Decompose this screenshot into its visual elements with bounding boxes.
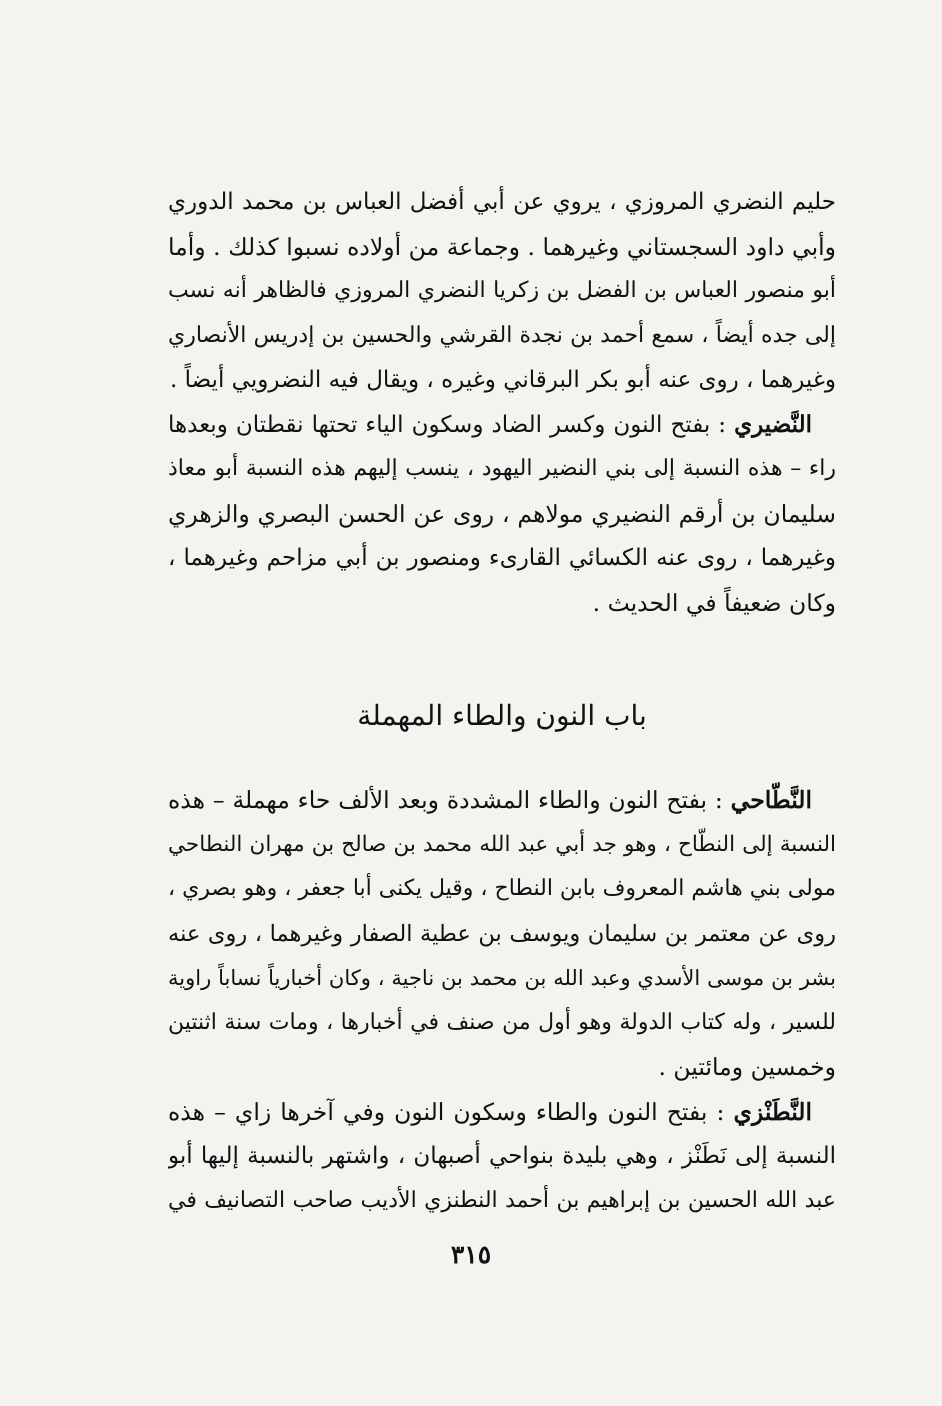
text-line: راء – هذه النسبة إلى بني النضير اليهود ، ينسب إليهم هذه النسبة أبو معاذ <box>168 456 836 481</box>
text-block-bottom <box>168 778 836 1223</box>
text-line: وكان ضعيفاً في الحديث . <box>592 588 836 617</box>
text-line: سليمان بن أرقم النضيري مولاهم ، روى عن الحسن البصري والزهري <box>168 499 836 528</box>
entry-definition-start: : بفتح النون وكسر الضاد وسكون الياء تحتها نقطتان وبعدها <box>168 411 735 438</box>
entry-headword: النَّطّاحي <box>730 786 812 814</box>
entry-first-line <box>168 1090 836 1135</box>
text-line: عبد الله الحسين بن إبراهيم بن أحمد النطنزي الأديب صاحب التصانيف في <box>168 1187 836 1213</box>
text-line: وخمسين ومائتين . <box>658 1053 836 1081</box>
entry-first-line <box>168 778 836 823</box>
text-line: النسبة إلى نَطَنْز ، وهي بليدة بنواحي أصبهان ، واشتهر بالنسبة إليها أبو <box>168 1143 836 1169</box>
text-line: للسير ، وله كتاب الدولة وهو أول من صنف في أخبارها ، ومات سنة اثنتين <box>168 1009 836 1035</box>
section-heading: باب النون والطاء المهملة <box>357 699 647 732</box>
text-line: إلى جده أيضاً ، سمع أحمد بن نجدة القرشي والحسين بن إدريس الأنصاري <box>168 322 836 348</box>
text-block-top <box>168 180 836 625</box>
entry-headword: النَّطَنْزي <box>733 1097 812 1126</box>
text-line: مولى بني هاشم المعروف بابن النطاح ، وقيل يكنى أبا جعفر ، وهو بصري ، <box>168 876 836 901</box>
text-line: وغيرهما ، روى عنه أبو بكر البرقاني وغيره ، ويقال فيه النضرويي أيضاً . <box>169 367 836 393</box>
entry-definition-start: : بفتح النون والطاء المشددة وبعد الألف حاء مهملة – هذه <box>168 786 731 814</box>
entry-first-line <box>168 403 836 448</box>
page-number: ٣١٥ <box>450 1240 492 1269</box>
text-line: بشر بن موسى الأسدي وعبد الله بن محمد بن ناجية ، وكان أخبارياً نساباً راوية <box>168 966 836 990</box>
text-line: وغيرهما ، روى عنه الكسائي القارىء ومنصور بن أبي مزاحم وغيرهما ، <box>168 545 836 571</box>
text-line: وأبي داود السجستاني وغيرهما . وجماعة من أولاده نسبوا كذلك . وأما <box>168 232 836 261</box>
text-line: النسبة إلى النطّاح ، وهو جد أبي عبد الله محمد بن صالح بن مهران النطاحي <box>168 831 836 857</box>
text-line: روى عن معتمر بن سليمان ويوسف بن عطية الصفار وغيرهما ، روى عنه <box>168 920 836 947</box>
entry-headword: النَّضيري <box>734 410 812 438</box>
text-line: أبو منصور العباس بن الفضل بن زكريا النضري المروزي فالظاهر أنه نسب <box>168 278 836 303</box>
entry-definition-start: : بفتح النون والطاء وسكون النون وفي آخرها زاي – هذه <box>168 1097 734 1126</box>
text-line: حليم النضري المروزي ، يروي عن أبي أفضل العباس بن محمد الدوري <box>168 189 836 215</box>
